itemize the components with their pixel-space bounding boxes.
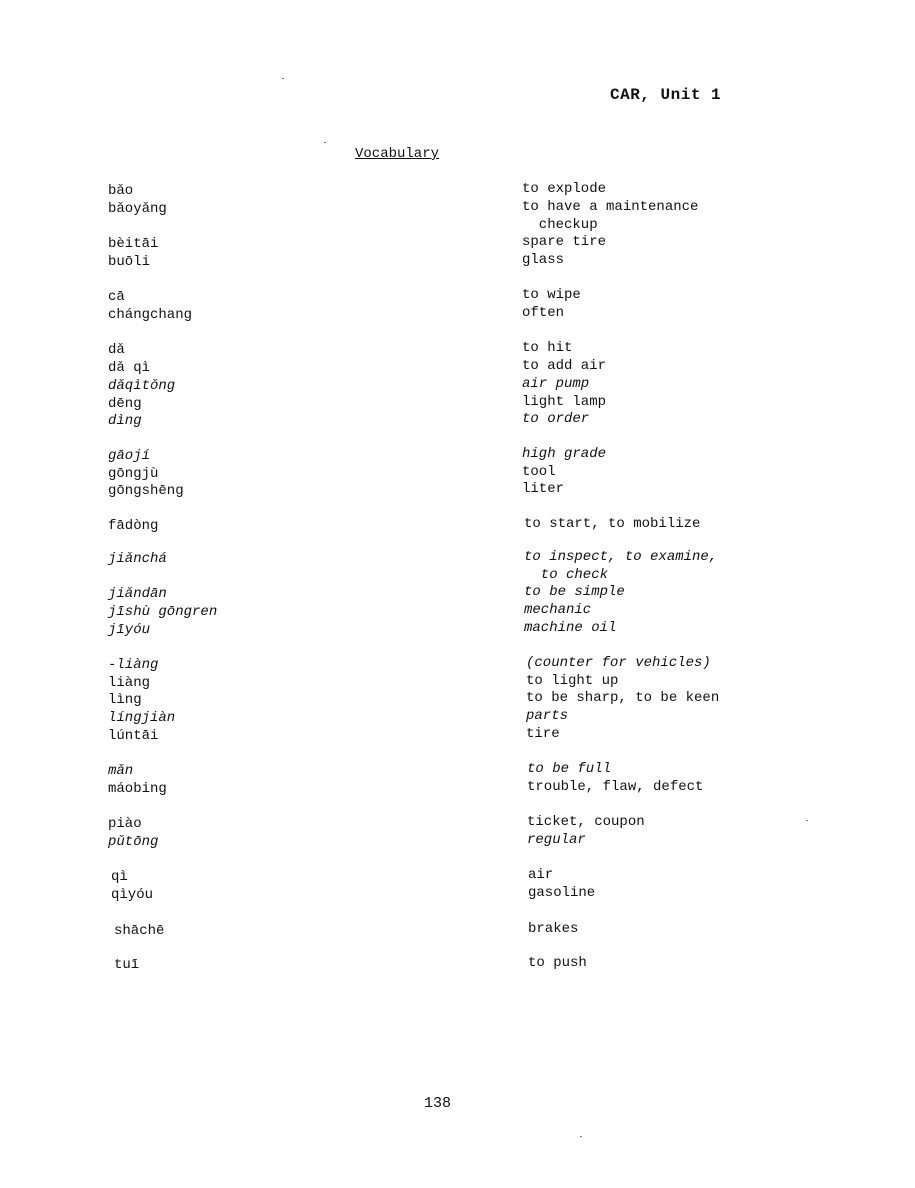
vocab-term: qì — [111, 869, 128, 885]
vocab-term: jīshù gōngren — [108, 604, 218, 620]
vocab-term: jiǎnchá — [108, 551, 167, 567]
vocab-term: dǎ qì — [108, 360, 151, 376]
vocab-definition: (counter for vehicles) — [526, 655, 711, 671]
vocab-definition: mechanic — [524, 602, 592, 618]
vocab-term: cā — [108, 289, 125, 305]
vocab-term: chángchang — [108, 307, 193, 323]
vocab-definition: to hit — [522, 340, 573, 356]
scan-speck — [282, 78, 284, 79]
vocab-definition: liter — [522, 481, 565, 497]
vocab-term: buōli — [108, 254, 151, 270]
vocab-definition: to be full — [527, 761, 612, 777]
vocab-definition: to be sharp, to be keen — [526, 690, 720, 706]
vocab-definition: to push — [528, 955, 587, 971]
page-number: 138 — [424, 1095, 452, 1112]
vocab-term: dǎqìtǒng — [108, 378, 176, 394]
vocab-definition: often — [522, 305, 565, 321]
vocab-term: bǎo — [108, 183, 134, 199]
vocab-definition: to light up — [526, 673, 619, 689]
vocab-term: gōngjù — [108, 466, 159, 482]
vocab-definition: air — [528, 867, 554, 883]
vocab-definition: light lamp — [522, 394, 607, 410]
unit-header: CAR, Unit 1 — [610, 86, 722, 104]
vocab-definition: to add air — [522, 358, 607, 374]
vocab-term: liàng — [108, 675, 151, 691]
vocab-term: pǔtōng — [108, 834, 159, 850]
vocabulary-title: Vocabulary — [355, 146, 440, 162]
vocab-term: lúntāi — [108, 728, 159, 744]
vocab-definition: glass — [522, 252, 565, 268]
scan-speck — [806, 820, 808, 821]
vocab-definition: to have a maintenance checkup — [522, 199, 699, 233]
vocab-definition: spare tire — [522, 234, 607, 250]
vocab-definition: trouble, flaw, defect — [527, 779, 704, 795]
vocab-term: língjiàn — [108, 710, 176, 726]
vocab-definition: regular — [527, 832, 586, 848]
scan-speck — [324, 142, 326, 143]
vocab-term: jīyóu — [108, 622, 151, 638]
vocab-definition: tire — [526, 726, 560, 742]
vocab-term: bǎoyǎng — [108, 201, 167, 217]
vocab-term: mǎn — [108, 763, 134, 779]
vocab-definition: tool — [522, 464, 556, 480]
vocab-definition: to order — [522, 411, 590, 427]
vocab-term: fādòng — [108, 518, 159, 534]
vocab-definition: brakes — [528, 921, 579, 937]
scan-speck — [580, 1136, 582, 1137]
vocab-term: tuī — [114, 957, 140, 973]
vocab-definition: to be simple — [524, 584, 625, 600]
vocab-definition: air pump — [522, 376, 590, 392]
vocab-definition: to wipe — [522, 287, 581, 303]
vocab-term: dēng — [108, 396, 142, 412]
vocab-term: -liàng — [108, 657, 159, 673]
vocab-term: jiǎndān — [108, 586, 167, 602]
vocab-definition: machine oil — [524, 620, 617, 636]
vocab-term: gāojí — [108, 448, 151, 464]
vocab-definition: high grade — [522, 446, 607, 462]
vocab-term: dìng — [108, 413, 142, 429]
vocab-definition: to start, to mobilize — [524, 516, 701, 532]
vocab-term: qìyóu — [111, 887, 154, 903]
vocab-definition: to inspect, to examine, to check — [524, 549, 718, 583]
vocab-definition: to explode — [522, 181, 607, 197]
vocab-term: gōngshēng — [108, 483, 184, 499]
vocab-definition: ticket, coupon — [527, 814, 645, 830]
vocab-definition: gasoline — [528, 885, 596, 901]
vocab-term: dǎ — [108, 342, 125, 358]
vocab-definition: parts — [526, 708, 569, 724]
vocab-term: bèitāi — [108, 236, 159, 252]
vocab-term: piào — [108, 816, 142, 832]
vocab-term: lìng — [108, 692, 142, 708]
vocab-term: shāchē — [114, 923, 165, 939]
vocab-term: máobing — [108, 781, 167, 797]
